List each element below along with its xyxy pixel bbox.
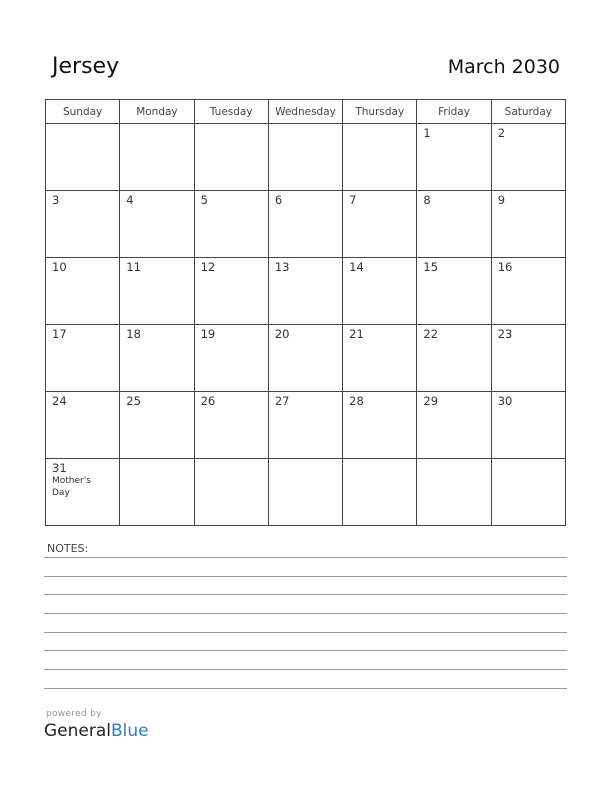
note-line: [44, 669, 567, 670]
day-number: 21: [349, 327, 364, 341]
day-number: 27: [274, 394, 290, 408]
day-cell: [120, 459, 194, 526]
day-cell: [120, 325, 194, 392]
note-line: [44, 650, 567, 651]
weekday-header: Tuesday: [194, 100, 268, 124]
week-row: [46, 325, 566, 392]
day-cell: [120, 124, 194, 191]
day-cell: [194, 325, 268, 392]
day-number: 12: [200, 260, 216, 274]
day-cell: [343, 325, 417, 392]
calendar-grid: [45, 99, 566, 526]
weekday-header: Thursday: [343, 100, 417, 124]
powered-by-text: powered by: [46, 709, 102, 719]
day-cell: [417, 459, 491, 526]
weekday-header: Monday: [120, 100, 194, 124]
day-number: 7: [349, 193, 357, 207]
day-number: 3: [52, 193, 60, 207]
day-cell: [491, 392, 565, 459]
weekday-header: Saturday: [491, 100, 565, 124]
day-cell: [46, 191, 120, 258]
day-cell: [268, 191, 342, 258]
day-number: 29: [423, 394, 439, 408]
day-number: 8: [423, 193, 431, 207]
day-number: 25: [126, 394, 141, 408]
day-cell: [268, 258, 342, 325]
day-number: 11: [126, 260, 141, 274]
day-cell: [343, 191, 417, 258]
day-number: 5: [200, 193, 208, 207]
notes-label: NOTES:: [47, 542, 89, 555]
day-cell: [194, 459, 268, 526]
brand-logo: [44, 721, 149, 741]
day-number: 6: [274, 193, 283, 207]
day-number: 24: [52, 394, 67, 408]
day-number: 19: [200, 327, 216, 341]
day-number: 23: [497, 327, 513, 341]
day-cell: [46, 124, 120, 191]
day-cell: [268, 325, 342, 392]
day-cell: [491, 124, 565, 191]
weekday-header-row: [46, 100, 566, 124]
day-cell: [46, 392, 120, 459]
day-number: 13: [274, 260, 290, 274]
day-cell: [120, 258, 194, 325]
day-cell: [417, 191, 491, 258]
note-line: [44, 613, 567, 614]
day-number: 26: [200, 394, 216, 408]
day-cell: [491, 325, 565, 392]
day-cell: [46, 325, 120, 392]
day-number: 1: [423, 126, 431, 140]
day-cell: [194, 392, 268, 459]
week-row: [46, 392, 566, 459]
holiday-label: Mother's Day: [52, 476, 91, 498]
day-cell: [417, 258, 491, 325]
day-number: 16: [497, 260, 513, 274]
note-line: [44, 632, 567, 633]
day-cell: [194, 191, 268, 258]
calendar-month-year: March 2030: [447, 56, 560, 78]
week-row: [46, 191, 566, 258]
brand-blue: Blue: [111, 721, 149, 741]
week-row: [46, 124, 566, 191]
day-number: 22: [423, 327, 439, 341]
day-number: 18: [126, 327, 141, 341]
week-row: [46, 258, 566, 325]
day-number: 14: [349, 260, 364, 274]
calendar-title: Jersey: [52, 54, 120, 79]
brand-general: General: [44, 721, 111, 741]
day-cell: [343, 459, 417, 526]
day-number: 28: [349, 394, 364, 408]
note-line: [44, 557, 567, 558]
day-number: 15: [423, 260, 439, 274]
day-cell: [343, 124, 417, 191]
note-line: [44, 594, 567, 595]
day-number: 20: [274, 327, 290, 341]
day-cell: [120, 392, 194, 459]
day-cell: [120, 191, 194, 258]
day-number: 31: [52, 461, 67, 475]
day-cell: [491, 459, 565, 526]
day-cell: [268, 124, 342, 191]
day-cell: [268, 392, 342, 459]
day-number: 10: [52, 260, 67, 274]
day-cell: [343, 258, 417, 325]
day-cell: [417, 325, 491, 392]
day-number: 17: [52, 327, 67, 341]
day-cell: [194, 124, 268, 191]
day-cell: [491, 258, 565, 325]
day-number: 4: [126, 193, 134, 207]
day-cell: [417, 392, 491, 459]
day-cell: [46, 459, 120, 526]
day-number: 9: [497, 193, 506, 207]
day-number: 2: [497, 126, 506, 140]
week-row: [46, 459, 566, 526]
day-cell: [46, 258, 120, 325]
weekday-header: Sunday: [46, 100, 120, 124]
weekday-header: Friday: [417, 100, 491, 124]
day-cell: [343, 392, 417, 459]
day-cell: [194, 258, 268, 325]
day-cell: [491, 191, 565, 258]
note-line: [44, 688, 567, 689]
note-line: [44, 576, 567, 577]
day-cell: [417, 124, 491, 191]
day-number: 30: [497, 394, 513, 408]
day-cell: [268, 459, 342, 526]
weekday-header: Wednesday: [268, 100, 342, 124]
